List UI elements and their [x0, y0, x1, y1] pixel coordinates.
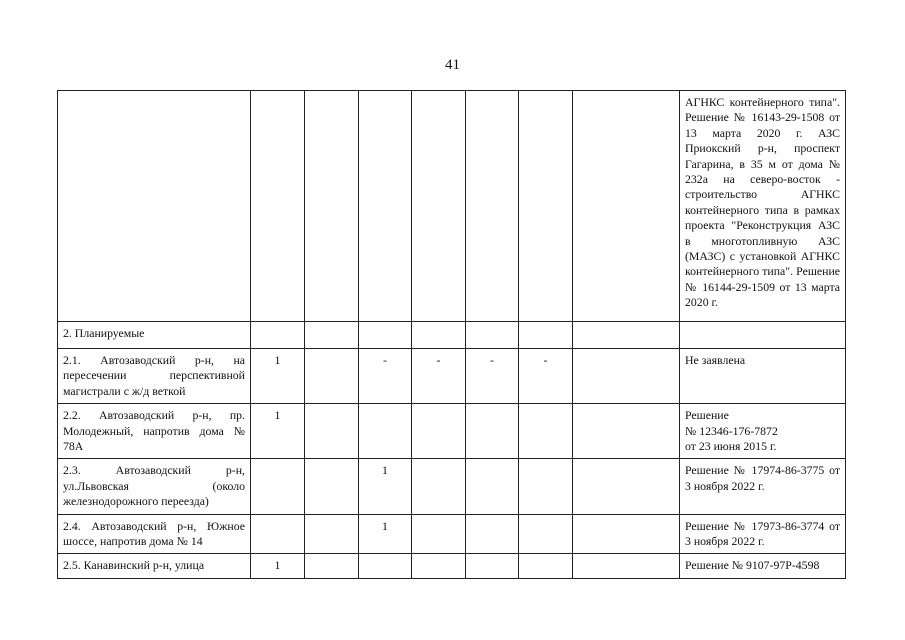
decision-cell: Решение № 9107-97Р-4598 [680, 554, 846, 578]
count-cell [412, 514, 466, 554]
table-row [58, 349, 846, 404]
extra-cell [573, 514, 680, 554]
count-cell: - [466, 349, 519, 404]
location-cell: 2.5. Канавинский р-н, улица [58, 554, 251, 578]
count-cell [466, 404, 519, 459]
section-header-row [58, 322, 846, 349]
count-cell [519, 514, 573, 554]
count-cell: 1 [251, 349, 305, 404]
extra-cell [573, 349, 680, 404]
location-cell [58, 91, 251, 322]
count-cell [412, 459, 466, 514]
count-cell [305, 349, 359, 404]
extra-cell [573, 404, 680, 459]
count-cell [305, 554, 359, 578]
count-cell [466, 514, 519, 554]
decision-line: Решение [685, 408, 729, 423]
decision-line: № 12346-176-7872 [685, 423, 778, 438]
decision-cell: Решение № 17973-86-3774 от 3 ноября 2022 г. [680, 514, 846, 554]
count-cell [519, 554, 573, 578]
count-cell [305, 404, 359, 459]
extra-cell [573, 459, 680, 514]
count-cell [305, 514, 359, 554]
count-cell: 1 [251, 404, 305, 459]
table-row [58, 554, 846, 578]
location-cell: 2.1. Автозаводский р-н, на пересечении перспективной магистрали с ж/д веткой [58, 349, 251, 404]
table-row [58, 404, 846, 459]
decision-cell: Решение № 17974-86-3775 от 3 ноября 2022 г. [680, 459, 846, 514]
stations-table [57, 90, 846, 579]
count-cell [251, 459, 305, 514]
count-cell [519, 459, 573, 514]
page-number: 41 [445, 57, 460, 73]
extra-cell [573, 554, 680, 578]
count-cell [251, 514, 305, 554]
table-row [58, 459, 846, 514]
decision-line: от 23 июня 2015 г. [685, 439, 777, 454]
location-cell: 2.3. Автозаводский р-н, ул.Львовская (около железнодорожного переезда) [58, 459, 251, 514]
table-row [58, 514, 846, 554]
count-cell [466, 554, 519, 578]
section-title: 2. Планируемые [58, 322, 251, 349]
count-cell [412, 554, 466, 578]
decision-cell: Не заявлена [680, 349, 846, 404]
count-cell [359, 554, 412, 578]
location-cell: 2.4. Автозаводский р-н, Южное шоссе, напротив дома № 14 [58, 514, 251, 554]
count-cell [466, 459, 519, 514]
count-cell: - [359, 349, 412, 404]
count-cell [519, 404, 573, 459]
decision-cell: АГНКС контейнерного типа". Решение № 16143-29-1508 от 13 марта 2020 г. АЗС Приокский р-н, проспект Гагарина, в 35 м от дома № 232а на северо-восток - строительство АГНКС контейнерного типа в рамках проекта "Реконструкция АЗС в многотопливную АЗС (МАЗС) с установкой АГНКС контейнерного типа". Решение № 16144-29-1509 от 13 марта 2020 г. [680, 91, 846, 322]
decision-cell [680, 404, 846, 459]
count-cell [359, 404, 412, 459]
location-cell: 2.2. Автозаводский р-н, пр. Молодежный, напротив дома № 78А [58, 404, 251, 459]
count-cell [412, 404, 466, 459]
count-cell: 1 [359, 514, 412, 554]
count-cell: - [519, 349, 573, 404]
count-cell: 1 [359, 459, 412, 514]
table-row-continued [58, 91, 846, 322]
count-cell: - [412, 349, 466, 404]
count-cell [305, 459, 359, 514]
count-cell: 1 [251, 554, 305, 578]
